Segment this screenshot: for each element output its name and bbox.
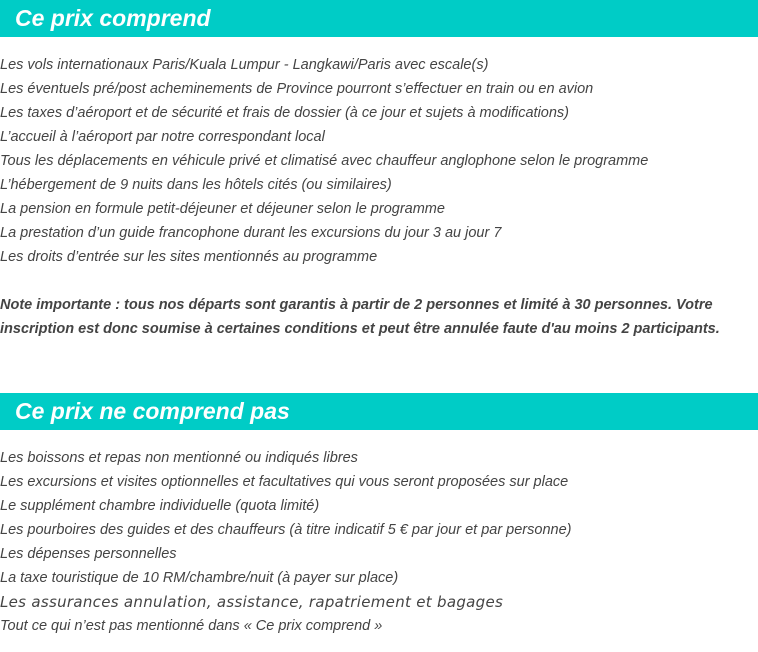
list-item: Les droits d’entrée sur les sites mentionnés au programme: [0, 249, 378, 265]
list-item: Les excursions et visites optionnelles et facultatives qui vous seront proposées sur place: [0, 474, 569, 490]
list-item: L’hébergement de 9 nuits dans les hôtels cités (ou similaires): [0, 177, 392, 193]
important-note: Note importante : tous nos départs sont garantis à partir de 2 personnes et limité à 30 personnes. Votre inscription est donc soumise à certaines conditions et peut être annulée faute d'au moins 2 participants.: [0, 297, 720, 337]
list-item: La prestation d’un guide francophone durant les excursions du jour 3 au jour 7: [0, 225, 502, 241]
list-item: L’accueil à l’aéroport par notre correspondant local: [0, 129, 325, 145]
list-item: Les dépenses personnelles: [0, 546, 177, 562]
list-item: Les éventuels pré/post acheminements de Province pourront s’effectuer en train ou en avion: [0, 81, 594, 97]
excludes-list: [0, 446, 758, 638]
list-item: La pension en formule petit-déjeuner et déjeuner selon le programme: [0, 201, 445, 217]
excludes-header: Ce prix ne comprend pas: [0, 393, 758, 430]
list-item: Tout ce qui n’est pas mentionné dans « Ce prix comprend »: [0, 618, 383, 634]
list-item: La taxe touristique de 10 RM/chambre/nuit (à payer sur place): [0, 570, 399, 586]
list-item: Les vols internationaux Paris/Kuala Lumpur - Langkawi/Paris avec escale(s): [0, 57, 489, 73]
includes-list: [0, 53, 758, 269]
list-item: Les pourboires des guides et des chauffeurs (à titre indicatif 5 € par jour et par personne): [0, 522, 572, 538]
includes-header: Ce prix comprend: [0, 0, 758, 37]
list-item: Les assurances annulation, assistance, rapatriement et bagages: [0, 593, 504, 611]
list-item: Les boissons et repas non mentionné ou indiqués libres: [0, 450, 358, 466]
excludes-section: [0, 393, 758, 638]
list-item: Le supplément chambre individuelle (quota limité): [0, 498, 320, 514]
list-item: Tous les déplacements en véhicule privé et climatisé avec chauffeur anglophone selon le programme: [0, 153, 649, 169]
list-item: Les taxes d’aéroport et de sécurité et frais de dossier (à ce jour et sujets à modifications): [0, 105, 570, 121]
